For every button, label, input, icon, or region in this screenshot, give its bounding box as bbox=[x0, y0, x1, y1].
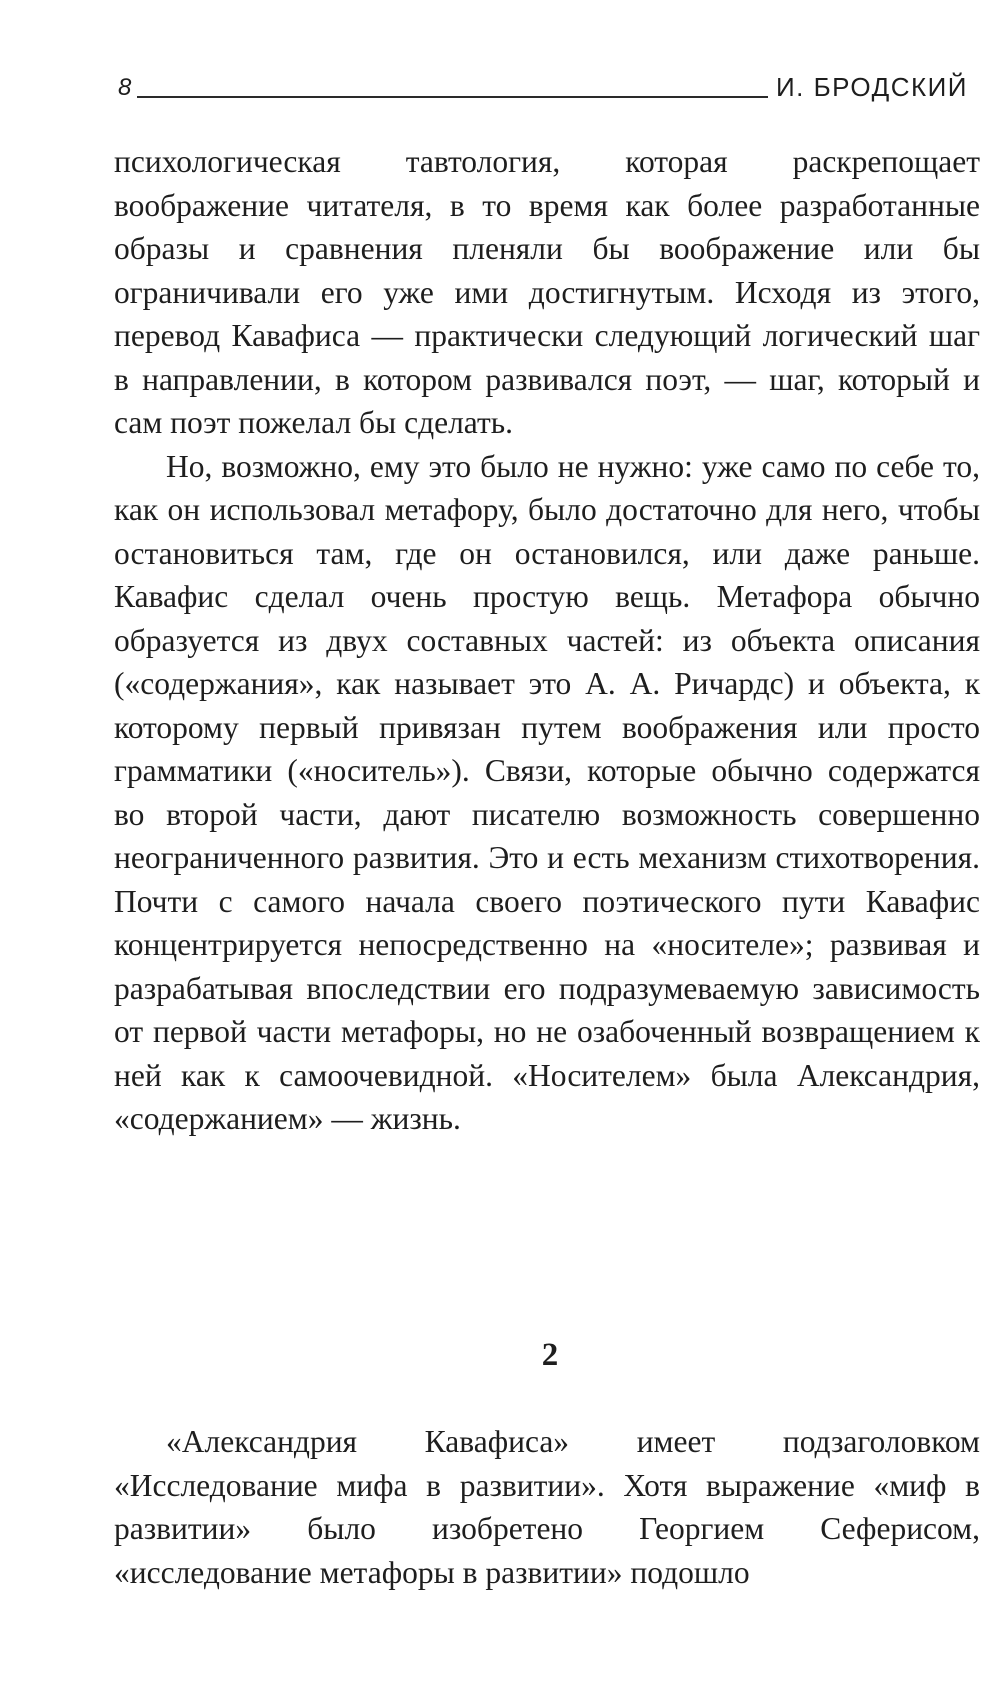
page-number: 8 bbox=[118, 74, 132, 101]
section-number: 2 bbox=[541, 1337, 559, 1373]
paragraph-continued: психологическая тавтология, которая раскрепощает воображение читателя, в то время как более разработанные образы и сравнения пленяли бы воображение или бы ограничивали его уже ими достигнутым. Исходя из этого, перевод Кавафиса — практически следующий логический шаг в направлении, в котором развивался поэт, — шаг, который и сам поэт пожелал бы сделать. bbox=[114, 144, 980, 440]
running-head-author: И. БРОДСКИЙ bbox=[775, 72, 968, 102]
header-rule bbox=[137, 96, 768, 98]
paragraph: Но, возможно, ему это было не нужно: уже само по себе то, как он использовал метафору, было достаточно для него, чтобы остановиться там, где он остановился, или даже раньше. Кавафис сделал очень простую вещь. Метафора обычно образуется из двух составных частей: из объекта описания («содержания», как называет это А. А. Ричардс) и объекта, к которому первый привязан путем воображения или просто грамматики («носитель»). Связи, которые обычно содержатся во второй части, дают писателю возможность совершенно неограниченного развития. Это и есть механизм стихотворения. Почти с самого начала своего поэтического пути Кавафис концентрируется непосредственно на «носителе»; развивая и разрабатывая впоследствии его подразумеваемую зависимость от первой части метафоры, но не озабоченный возвращением к ней как к самоочевидной. «Носителем» была Александрия, «содержанием» — жизнь. bbox=[114, 448, 980, 1136]
running-head bbox=[118, 64, 968, 104]
main-text bbox=[114, 140, 980, 1141]
section-text bbox=[114, 1420, 980, 1594]
paragraph: «Александрия Кавафиса» имеет подзаголовком «Исследование мифа в развитии». Хотя выражение «миф в развитии» было изобретено Георгием Сеферисом, «исследование метафоры в развитии» подошло bbox=[114, 1424, 980, 1590]
